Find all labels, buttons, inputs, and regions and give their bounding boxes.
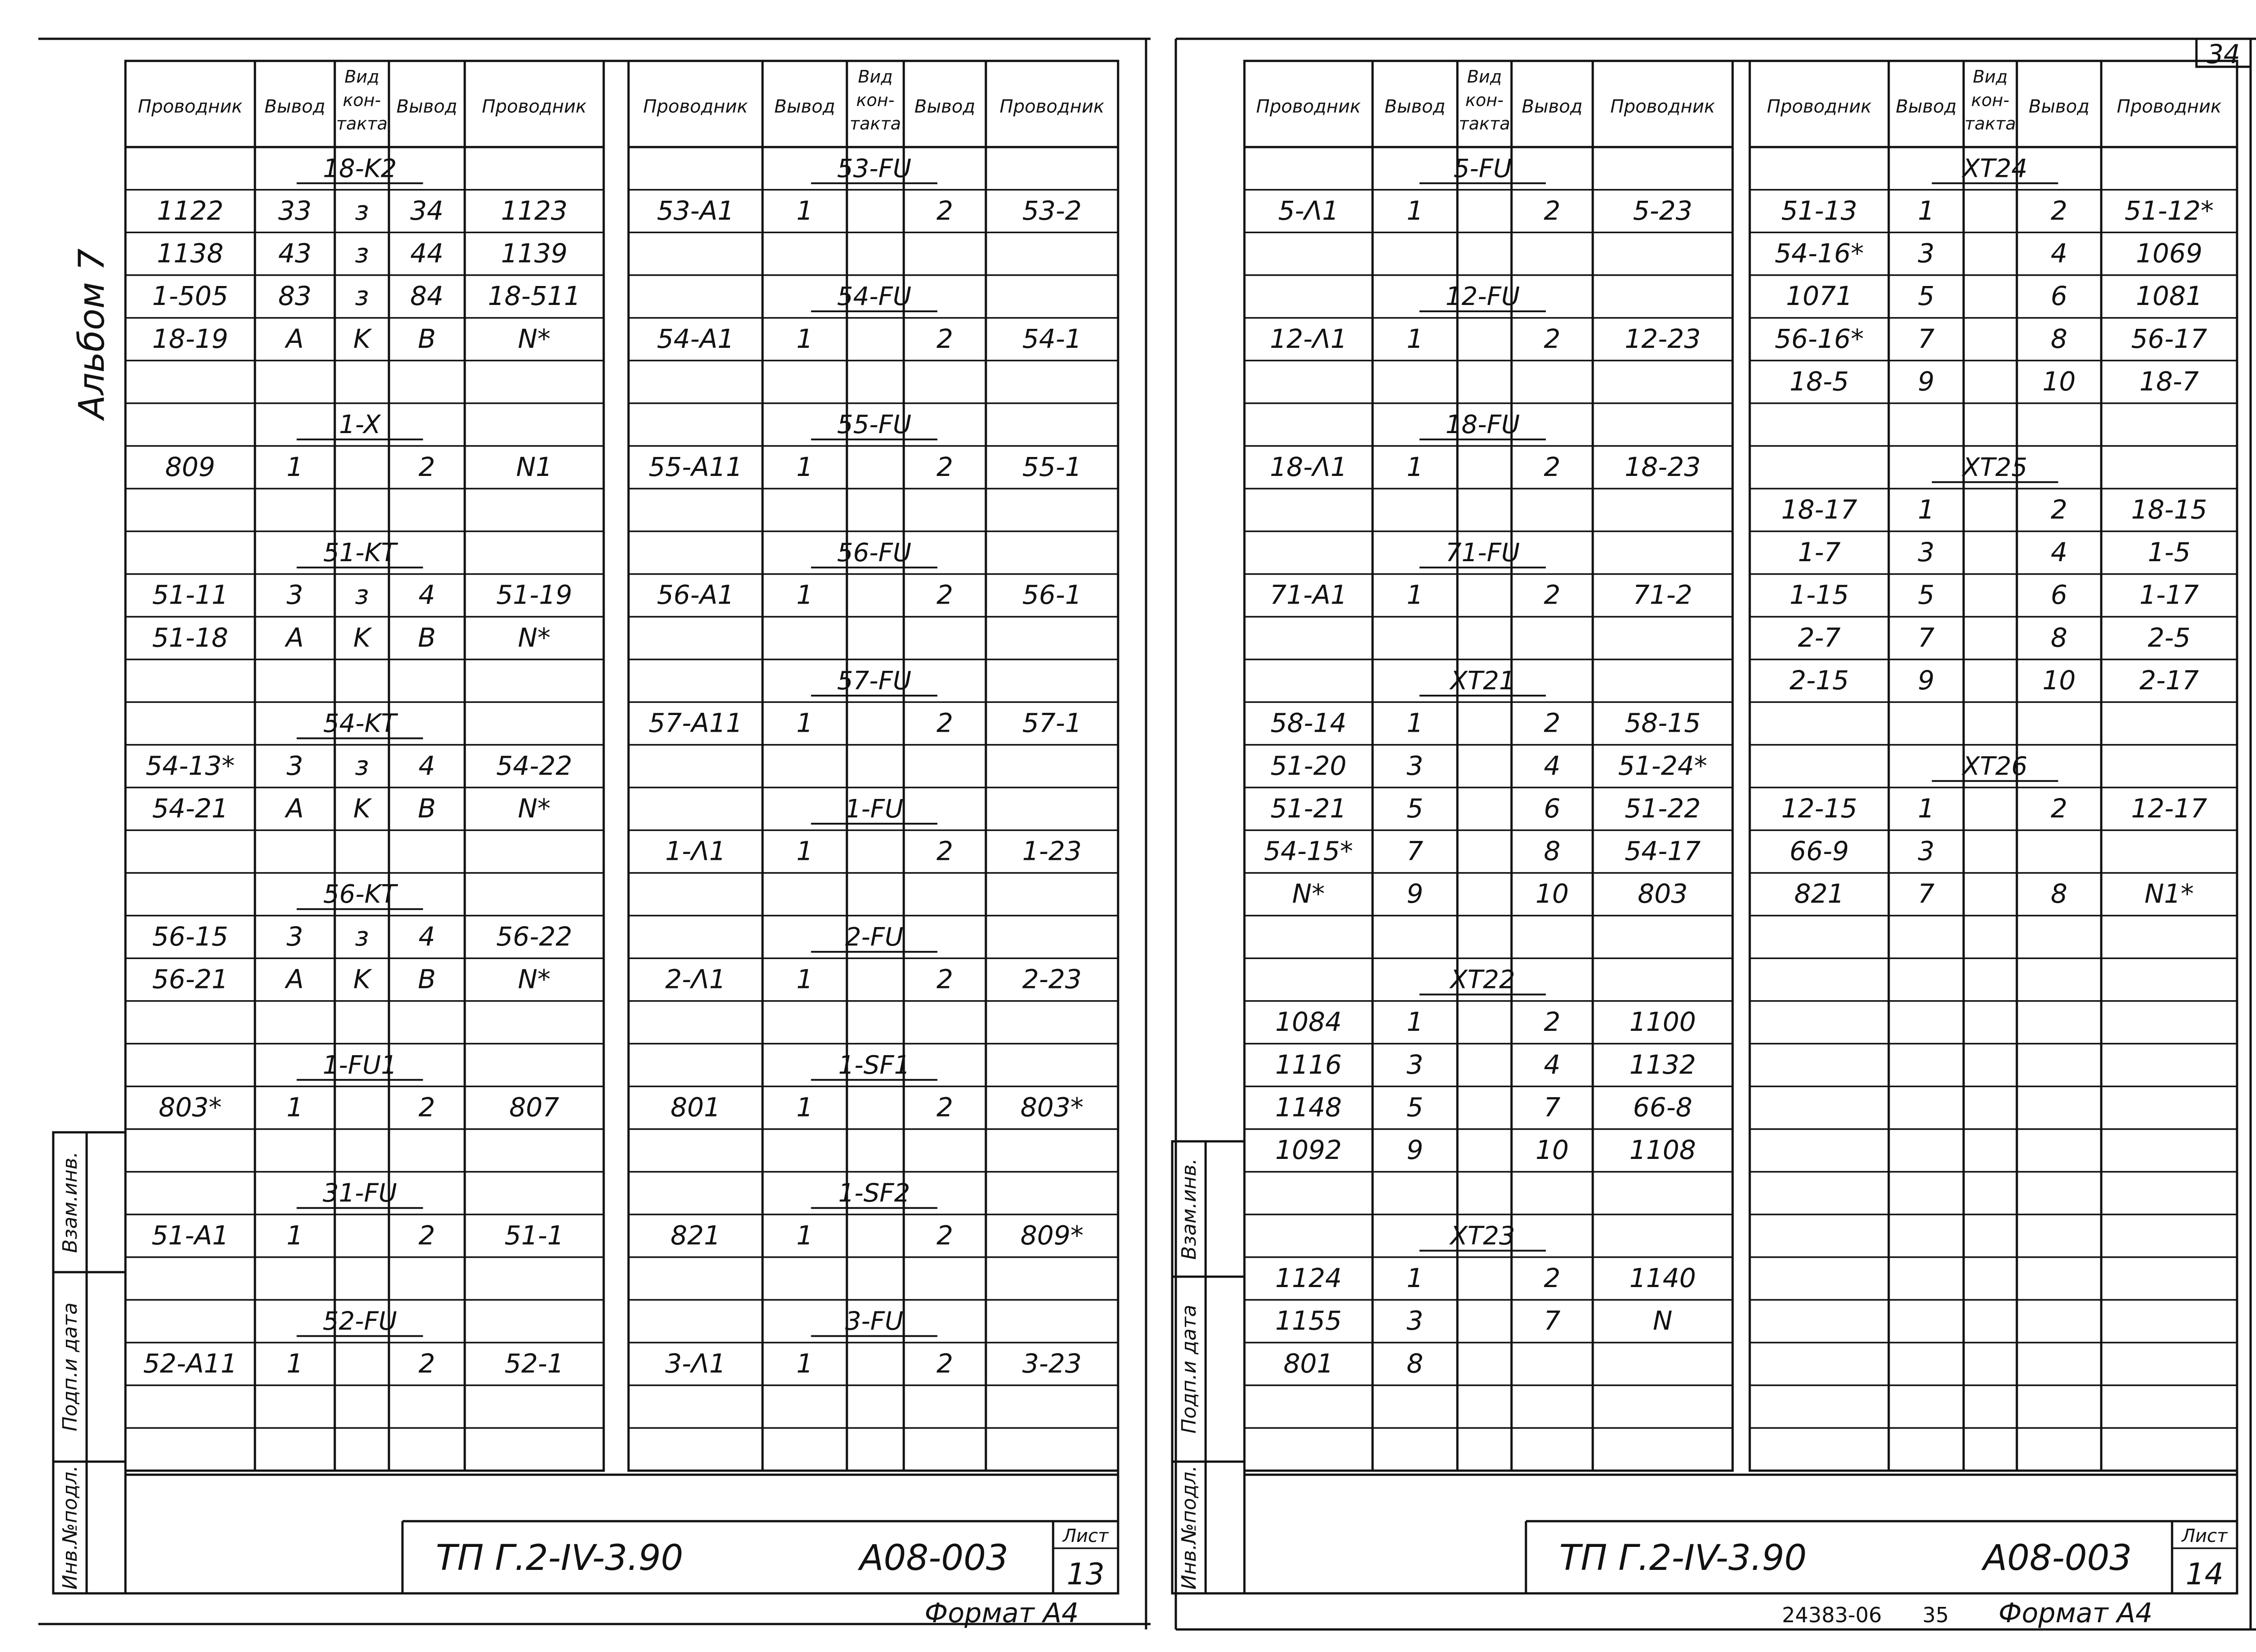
stamp-inv-podl: Инв.№подл. [59,1465,82,1590]
column-header-terminal: Вывод [2029,96,2090,117]
cell-conductor-right: N* [518,793,551,824]
cell-conductor-left: 1-7 [1798,537,1841,568]
cell-terminal-left: 1 [796,451,813,482]
cell-conductor-right: 57-1 [1022,707,1082,738]
device-title: 57-FU [837,666,911,696]
cell-conductor-right: 803 [1637,878,1688,909]
connection-table [125,61,604,1471]
cell-terminal-right: 2 [418,1348,435,1379]
cell-conductor-right: N* [518,964,551,995]
cell-conductor-right: 1-17 [2139,579,2199,610]
cell-conductor-right: 807 [509,1092,559,1123]
cell-conductor-right: 809* [1020,1220,1084,1251]
cell-conductor-left: 809 [165,451,215,482]
cell-terminal-left: 3 [1918,835,1935,867]
cell-conductor-right: 1139 [501,238,568,269]
doc-number: А08-003 [860,1538,1008,1578]
cell-conductor-left: 51-20 [1270,750,1347,781]
cell-terminal-right: 8 [2051,323,2067,354]
cell-conductor-left: 56-A1 [656,579,735,610]
cell-conductor-right: 12-17 [2131,793,2207,824]
cell-conductor-right: N* [518,622,551,653]
cell-terminal-right: 2 [936,1220,953,1251]
cell-terminal-right: 2 [936,451,953,482]
cell-terminal-left: 9 [1406,1135,1424,1166]
cell-conductor-left: 58-14 [1270,707,1347,738]
column-header-terminal: Вывод [264,96,325,117]
cell-terminal-left: 9 [1918,366,1935,397]
cell-conductor-right: 18-7 [2139,366,2199,397]
cell-terminal-left: 1 [796,323,813,354]
cell-conductor-right: 52-1 [504,1348,564,1379]
column-header-contact-type: кон- [342,90,381,110]
cell-terminal-right: 2 [936,964,953,995]
cell-conductor-right: N1 [516,451,553,482]
cell-conductor-left: 1138 [157,238,224,269]
cell-conductor-left: 1084 [1275,1006,1342,1038]
archive-number: 24383-06 [1782,1603,1882,1627]
cell-terminal-right: 2 [936,1092,953,1123]
cell-terminal-left: 1 [1406,323,1424,354]
cell-conductor-right: 51-19 [496,579,573,610]
device-title: XT21 [1450,666,1515,696]
cell-terminal-right: 2 [1544,1263,1561,1294]
connection-table [629,61,1118,1471]
stamp-inv-podl: Инв.№подл. [1178,1465,1201,1590]
cell-terminal-right: 2 [1544,451,1561,482]
cell-terminal-left: 43 [278,238,312,269]
cell-terminal-right: 2 [418,1220,435,1251]
cell-terminal-left: 3 [1406,1049,1424,1080]
cell-conductor-right: 18-511 [488,281,581,312]
cell-terminal-right: 10 [2042,664,2076,696]
device-title: 12-FU [1445,282,1520,312]
device-title: 54-FU [837,282,911,312]
device-title: 53-FU [837,154,911,184]
cell-terminal-right: B [418,964,436,995]
cell-conductor-right: 1081 [2136,281,2203,312]
cell-conductor-left: 18-Λ1 [1270,451,1347,482]
cell-terminal-left: 8 [1406,1348,1424,1379]
cell-conductor-right: 66-8 [1633,1092,1692,1123]
cell-conductor-right: 54-1 [1022,323,1082,354]
cell-conductor-left: 1092 [1275,1135,1342,1166]
cell-conductor-right: 54-22 [496,750,573,781]
cell-terminal-right: 2 [1544,195,1561,226]
cell-conductor-right: 1-5 [2148,537,2191,568]
cell-conductor-left: 18-19 [152,323,228,354]
device-title: XT26 [1962,752,2028,781]
cell-conductor-left: 1124 [1275,1263,1342,1294]
column-header-terminal: Вывод [1521,96,1583,117]
cell-conductor-right: 56-22 [496,921,573,952]
cell-conductor-right: N1* [2144,878,2194,909]
cell-conductor-left: 2-15 [1789,664,1849,696]
cell-terminal-left: 3 [287,921,303,952]
sheet-number: 13 [1067,1557,1105,1592]
cell-conductor-right: 1069 [2136,238,2203,269]
cell-terminal-left: 1 [287,1348,303,1379]
cell-conductor-left: N* [1292,878,1325,909]
cell-terminal-left: 1 [1406,1006,1424,1038]
cell-terminal-left: 1 [796,195,813,226]
column-header-terminal: Вывод [396,96,458,117]
cell-terminal-left: 1 [796,964,813,995]
cell-terminal-left: 3 [1918,238,1935,269]
device-title: XT24 [1962,154,2028,184]
column-header-contact-type: кон- [1465,90,1504,110]
cell-conductor-right: 803* [1020,1092,1084,1123]
column-header-conductor: Проводник [482,96,587,117]
cell-contact-type: з [355,238,369,269]
device-title: 54-KT [323,709,397,738]
cell-conductor-left: 12-Λ1 [1270,323,1347,354]
column-header-contact-type: кон- [856,90,895,110]
cell-terminal-right: 2 [418,451,435,482]
column-header-terminal: Вывод [1384,96,1446,117]
cell-terminal-right: 4 [1544,1049,1561,1080]
archive-page: 35 [1922,1603,1949,1627]
cell-terminal-left: 7 [1918,323,1935,354]
cell-terminal-left: 7 [1406,835,1424,867]
device-title: 55-FU [837,410,911,440]
cell-conductor-left: 1-505 [152,281,228,312]
cell-terminal-right: 2 [936,323,953,354]
stamp-vzam-inv: Взам.инв. [1178,1158,1201,1260]
cell-terminal-right: 2 [2051,793,2067,824]
cell-conductor-right: 51-1 [504,1220,564,1251]
doc-code: ТП Г.2-IV-3.90 [435,1538,684,1578]
connection-table [1750,61,2237,1471]
cell-terminal-left: 1 [796,835,813,867]
cell-terminal-right: 4 [418,750,435,781]
cell-terminal-right: 44 [410,238,444,269]
column-header-conductor: Проводник [643,96,748,117]
cell-terminal-right: 2 [936,579,953,610]
page-frames [38,39,2256,1629]
cell-terminal-left: 3 [287,579,303,610]
cell-terminal-left: 1 [287,1092,303,1123]
cell-terminal-right: 7 [1544,1305,1561,1336]
cell-conductor-right: 58-15 [1624,707,1701,738]
device-title: XT25 [1962,452,2028,482]
cell-terminal-right: 8 [2051,622,2067,653]
cell-conductor-right: 56-17 [2131,323,2207,354]
cell-terminal-left: 1 [1918,195,1935,226]
cell-conductor-right: 2-5 [2148,622,2191,653]
cell-conductor-right: 54-17 [1624,835,1701,867]
cell-contact-type: K [353,622,371,653]
cell-conductor-left: 821 [1794,878,1845,909]
column-header-conductor: Проводник [1256,96,1361,117]
cell-conductor-left: 55-A11 [648,451,743,482]
cell-terminal-right: 84 [410,281,444,312]
cell-contact-type: K [353,964,371,995]
cell-conductor-right: N [1653,1305,1673,1336]
cell-terminal-right: 2 [1544,707,1561,738]
cell-terminal-right: 4 [2051,537,2067,568]
cell-terminal-right: B [418,793,436,824]
cell-conductor-left: 803* [158,1092,222,1123]
cell-conductor-left: 66-9 [1789,835,1849,867]
cell-terminal-right: 2 [1544,1006,1561,1038]
cell-terminal-left: A [286,622,304,653]
connection-table [1244,61,1733,1471]
cell-terminal-right: 2 [1544,579,1561,610]
cell-conductor-left: 5-Λ1 [1278,195,1339,226]
cell-terminal-left: 3 [1406,750,1424,781]
column-header-terminal: Вывод [1895,96,1957,117]
cell-terminal-right: 2 [418,1092,435,1123]
cell-terminal-right: 4 [2051,238,2067,269]
cell-terminal-left: 9 [1406,878,1424,909]
column-header-contact-type: такта [1965,114,2016,134]
cell-terminal-right: 2 [2051,195,2067,226]
column-header-contact-type: Вид [1973,67,2008,87]
device-title: 1-SF2 [838,1178,911,1208]
cell-terminal-left: A [286,323,304,354]
cell-terminal-left: 5 [1406,1092,1424,1123]
cell-terminal-left: 7 [1918,878,1935,909]
cell-terminal-right: 2 [936,707,953,738]
device-title: 52-FU [323,1306,397,1336]
device-title: 3-FU [845,1306,904,1336]
device-title: XT23 [1450,1221,1515,1251]
cell-terminal-right: 6 [2051,579,2067,610]
cell-conductor-right: 2-23 [1022,964,1082,995]
cell-conductor-right: 1132 [1629,1049,1696,1080]
cell-conductor-left: 1122 [157,195,224,226]
cell-contact-type: з [355,579,369,610]
cell-terminal-right: 4 [418,579,435,610]
cell-terminal-left: 3 [1406,1305,1424,1336]
cell-terminal-right: 34 [410,195,444,226]
cell-conductor-left: 2-7 [1798,622,1841,653]
stamp-podp-data: Подп.и дата [59,1302,82,1431]
cell-terminal-right: B [418,323,436,354]
column-header-conductor: Проводник [1610,96,1715,117]
device-title: 56-KT [323,880,397,909]
cell-terminal-right: 2 [2051,494,2067,525]
cell-conductor-left: 1116 [1275,1049,1342,1080]
cell-conductor-right: 18-23 [1624,451,1701,482]
cell-conductor-left: 1155 [1275,1305,1342,1336]
cell-terminal-left: 1 [796,579,813,610]
cell-conductor-left: 52-A11 [143,1348,237,1379]
device-title: 56-FU [837,538,911,568]
cell-terminal-right: 10 [1535,1135,1569,1166]
cell-conductor-right: 51-12* [2124,195,2214,226]
cell-conductor-left: 56-15 [152,921,228,952]
cell-terminal-right: 2 [1544,323,1561,354]
column-header-contact-type: такта [1459,114,1510,134]
column-header-conductor: Проводник [2117,96,2222,117]
cell-conductor-left: 51-18 [152,622,228,653]
cell-conductor-left: 821 [670,1220,721,1251]
cell-terminal-left: 1 [1406,451,1424,482]
cell-terminal-left: 1 [1406,195,1424,226]
cell-terminal-right: 4 [1544,750,1561,781]
cell-terminal-right: 7 [1544,1092,1561,1123]
cell-terminal-left: 3 [1918,537,1935,568]
cell-terminal-right: 2 [936,1348,953,1379]
device-title: 2-FU [845,922,904,952]
doc-number: А08-003 [1983,1538,2132,1578]
device-title: 51-KT [323,538,397,568]
column-header-contact-type: Вид [858,67,893,87]
column-header-contact-type: Вид [1467,67,1502,87]
column-header-contact-type: такта [850,114,901,134]
sheet-label: Лист [1063,1526,1109,1546]
column-header-contact-type: кон- [1971,90,2010,110]
cell-contact-type: з [355,281,369,312]
cell-terminal-left: 7 [1918,622,1935,653]
cell-terminal-right: 6 [1544,793,1561,824]
cell-conductor-left: 1-Λ1 [665,835,726,867]
column-header-conductor: Проводник [999,96,1105,117]
cell-conductor-left: 3-Λ1 [665,1348,726,1379]
cell-terminal-right: 4 [418,921,435,952]
cell-terminal-left: 1 [1918,793,1935,824]
cell-terminal-left: 83 [278,281,312,312]
device-title: 1-SF1 [838,1050,911,1080]
cell-terminal-right: B [418,622,436,653]
cell-terminal-right: 10 [1535,878,1569,909]
cell-conductor-right: 1100 [1629,1006,1696,1038]
device-title: 5-FU [1453,154,1512,184]
cell-conductor-right: 1123 [501,195,568,226]
cell-conductor-right: 12-23 [1624,323,1701,354]
cell-conductor-left: 57-A11 [648,707,743,738]
cell-conductor-left: 54-A1 [656,323,735,354]
cell-conductor-right: 1140 [1629,1263,1696,1294]
cell-conductor-right: 5-23 [1633,195,1692,226]
cell-terminal-left: 1 [1406,1263,1424,1294]
cell-terminal-left: 1 [796,707,813,738]
cell-terminal-left: 5 [1918,281,1935,312]
cell-conductor-left: 56-16* [1775,323,1864,354]
column-header-contact-type: Вид [344,67,379,87]
cell-conductor-left: 12-15 [1781,793,1858,824]
cell-conductor-right: 71-2 [1633,579,1692,610]
cell-terminal-left: 1 [287,451,303,482]
cell-conductor-left: 51-13 [1781,195,1858,226]
cell-conductor-right: 53-2 [1022,195,1082,226]
device-title: 71-FU [1445,538,1520,568]
cell-conductor-right: 1108 [1629,1135,1696,1166]
device-title: 18-K2 [323,154,397,184]
cell-conductor-left: 51-A1 [151,1220,229,1251]
cell-conductor-right: 3-23 [1022,1348,1082,1379]
cell-terminal-left: 5 [1918,579,1935,610]
cell-terminal-left: 1 [1406,707,1424,738]
cell-conductor-right: 2-17 [2139,664,2199,696]
sheet-label: Лист [2182,1526,2228,1546]
device-title: 18-FU [1445,410,1520,440]
sheet-number: 14 [2186,1557,2224,1592]
cell-terminal-left: 1 [796,1220,813,1251]
cell-terminal-right: 2 [936,835,953,867]
device-title: 1-FU [845,794,904,824]
cell-terminal-left: 3 [287,750,303,781]
device-title: 1-X [339,410,381,440]
format-label: Формат А4 [925,1597,1079,1629]
cell-conductor-left: 18-17 [1781,494,1858,525]
column-header-contact-type: такта [336,114,388,134]
cell-conductor-left: 18-5 [1789,366,1849,397]
cell-conductor-left: 51-11 [152,579,228,610]
device-title: 1-FU1 [323,1050,397,1080]
cell-contact-type: з [355,750,369,781]
cell-conductor-right: 55-1 [1022,451,1082,482]
stamp-podp-data: Подп.и дата [1178,1305,1201,1434]
cell-conductor-left: 54-16* [1775,238,1864,269]
cell-conductor-right: 51-22 [1624,793,1701,824]
cell-terminal-right: 2 [936,195,953,226]
column-header-conductor: Проводник [1767,96,1872,117]
format-label: Формат А4 [1998,1597,2153,1629]
cell-conductor-right: 56-1 [1022,579,1082,610]
page-corner-number: 34 [2207,39,2240,69]
cell-conductor-right: 18-15 [2131,494,2207,525]
cell-terminal-left: 5 [1406,793,1424,824]
cell-conductor-left: 53-A1 [656,195,735,226]
cell-conductor-left: 51-21 [1270,793,1347,824]
cell-terminal-right: 6 [2051,281,2067,312]
cell-conductor-left: 54-21 [152,793,228,824]
device-title: XT22 [1450,965,1515,995]
cell-conductor-left: 54-15* [1264,835,1353,867]
cell-terminal-right: 8 [2051,878,2067,909]
cell-conductor-left: 54-13* [145,750,235,781]
cell-conductor-left: 2-Λ1 [665,964,726,995]
cell-conductor-left: 1148 [1275,1092,1342,1123]
cell-conductor-left: 801 [670,1092,721,1123]
cell-terminal-left: A [286,964,304,995]
cell-conductor-left: 1-15 [1789,579,1849,610]
cell-terminal-left: 9 [1918,664,1935,696]
cell-terminal-right: 8 [1544,835,1561,867]
cell-terminal-right: 10 [2042,366,2076,397]
cell-terminal-left: 1 [1406,579,1424,610]
album-label: Альбом 7 [72,248,112,420]
cell-conductor-left: 71-A1 [1270,579,1347,610]
column-header-conductor: Проводник [138,96,243,117]
cell-contact-type: з [355,195,369,226]
cell-terminal-left: 33 [278,195,312,226]
cell-conductor-right: N* [518,323,551,354]
doc-code: ТП Г.2-IV-3.90 [1559,1538,1807,1578]
cell-terminal-left: 1 [1918,494,1935,525]
column-header-terminal: Вывод [774,96,835,117]
cell-conductor-left: 801 [1283,1348,1334,1379]
device-title: 31-FU [323,1178,397,1208]
cell-contact-type: K [353,323,371,354]
column-header-terminal: Вывод [914,96,975,117]
cell-terminal-left: 1 [796,1092,813,1123]
cell-conductor-left: 56-21 [152,964,228,995]
stamp-vzam-inv: Взам.инв. [59,1151,82,1253]
cell-terminal-left: 1 [287,1220,303,1251]
cell-terminal-left: 1 [796,1348,813,1379]
cell-contact-type: з [355,921,369,952]
cell-terminal-left: A [286,793,304,824]
cell-contact-type: K [353,793,371,824]
cell-conductor-right: 51-24* [1618,750,1707,781]
cell-conductor-left: 1071 [1786,281,1853,312]
cell-conductor-right: 1-23 [1022,835,1082,867]
